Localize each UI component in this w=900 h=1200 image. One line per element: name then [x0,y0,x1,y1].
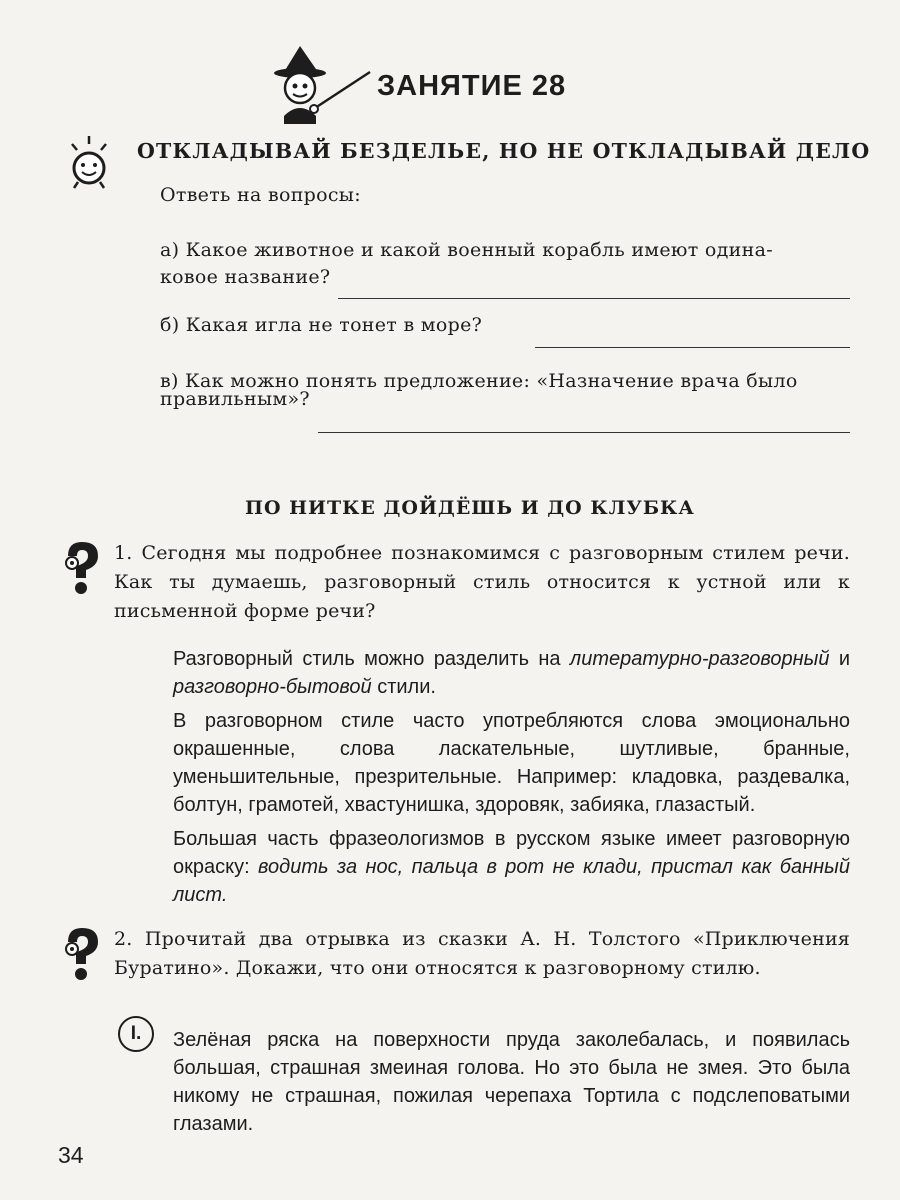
questions-intro: Ответь на вопросы: [160,184,361,206]
excerpt-1: Зелёная ряска на поверхности пруда заколебалась, и появилась большая, страшная змеиная голова. Но это была не змея. Это была никому не страшная, пожилая черепаха Тортила с подслеповатыми глазами. [173,1029,850,1135]
alarm-clock-icon [64,134,114,190]
task-2: 2. Прочитай два отрывка из сказки А. Н. Толстого «Приключения Буратино». Докажи, что они относятся к разговорному стилю. [114,928,850,979]
question-mark-icon [60,924,104,980]
question-mark-icon [60,538,104,594]
answer-line-b[interactable] [535,347,850,348]
lesson-title: ЗАНЯТИЕ 28 [377,70,567,102]
section1-title: ОТКЛАДЫВАЙ БЕЗДЕЛЬЕ, НО НЕ ОТКЛАДЫВАЙ ДЕЛО [137,139,871,163]
page-number: 34 [58,1142,84,1168]
question-c-line1: в) Как можно понять предложение: «Назначение врача было [160,370,798,392]
question-c-line2: правильным»? [160,388,310,410]
excerpt-marker: I. [118,1016,154,1052]
question-b: б) Какая игла не тонет в море? [160,314,483,336]
answer-line-c[interactable] [318,432,850,433]
question-a-line2: ковое название? [160,266,331,288]
task-1: 1. Сегодня мы подробнее познакомимся с разговорным стилем речи. Как ты думаешь, разговорный стиль относится к устной или к письменной форме речи? [114,542,850,622]
rule-paragraph-3: Большая часть фразеологизмов в русском языке имеет разговорную окраску: водить за нос, пальца в рот не клади, пристал как банный лист. [173,828,850,906]
wizard-boy-pointer-icon [262,42,374,124]
rule-paragraph-1: Разговорный стиль можно разделить на литературно-разговорный и разговорно-бытовой стили. [173,648,850,698]
rule-paragraph-2: В разговорном стиле часто употребляются слова эмоционально окрашенные, слова ласкательные, шутливые, бранные, уменьшительные, презрительные. Например: кладовка, раздевалка, болтун, грамотей, хвастунишка, здоровяк, забияка, глазастый. [173,710,850,816]
section2-title: ПО НИТКЕ ДОЙДЁШЬ И ДО КЛУБКА [245,497,695,519]
rule-box [173,645,850,915]
question-a-line1: а) Какое животное и какой военный корабль имеют одина- [160,239,773,261]
answer-line-a[interactable] [338,298,850,299]
